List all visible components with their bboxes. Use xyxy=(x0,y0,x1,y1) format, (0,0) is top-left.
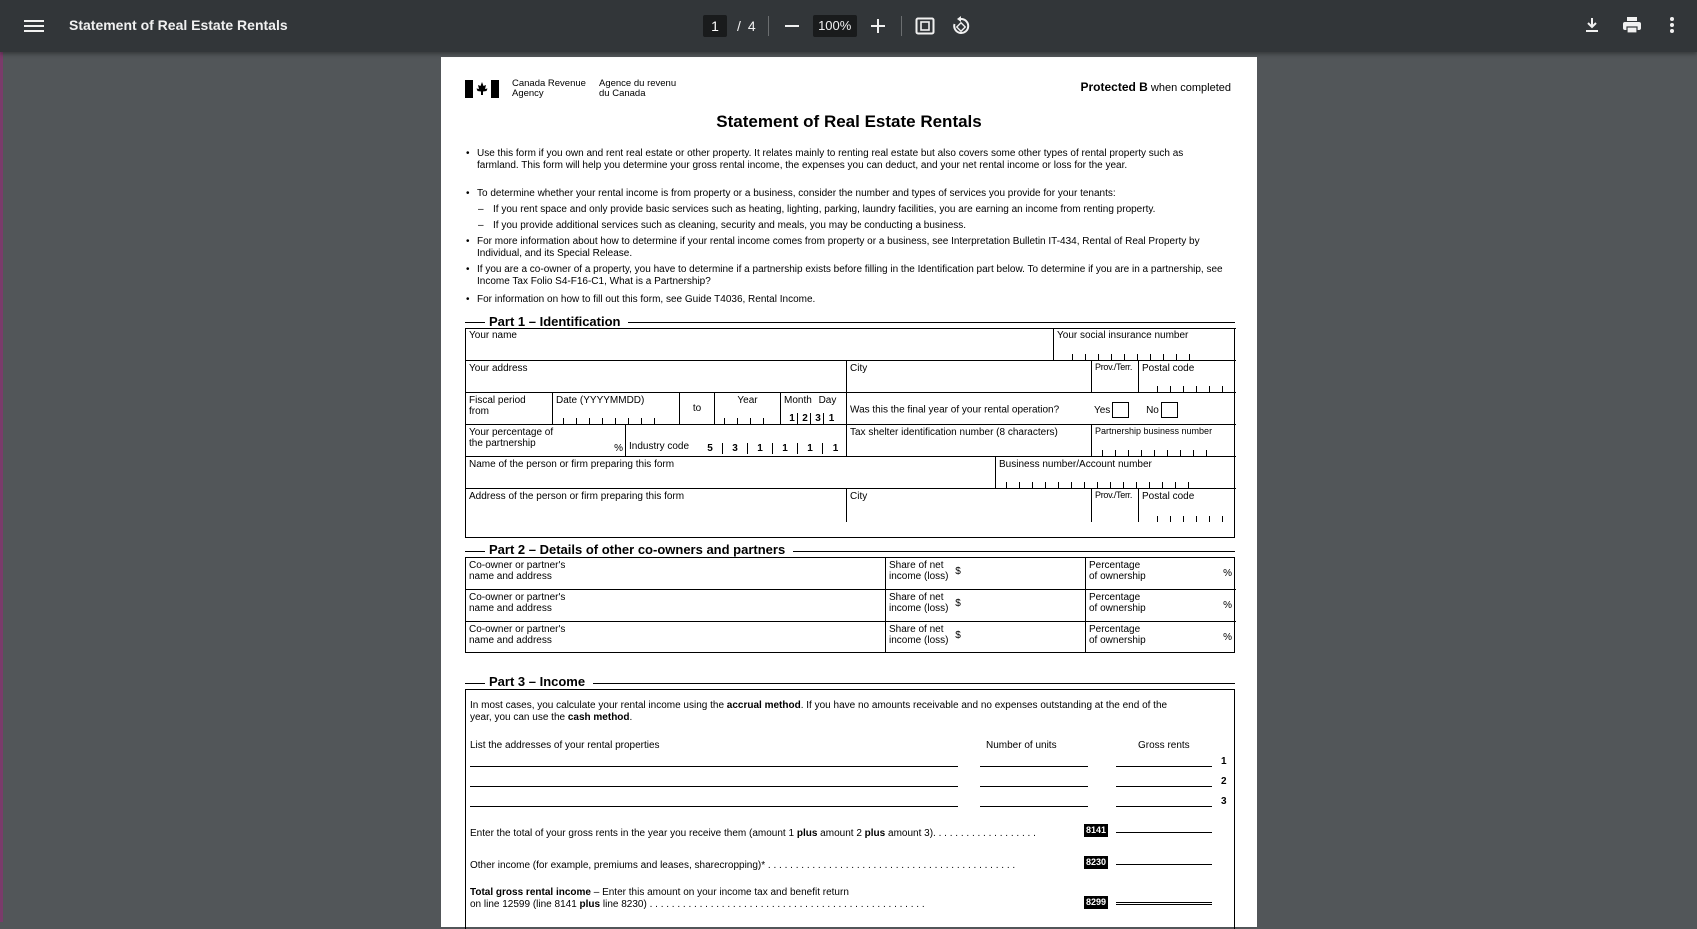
gross-rent-input[interactable] xyxy=(1116,755,1212,767)
part3-intro: In most cases, you calculate your rental income using the accrual method. If you have no amounts receivable and no expenses outstanding at the end of the year, you can use the cash method. xyxy=(470,700,1168,723)
coowner-name-field[interactable]: Co-owner or partner's name and address xyxy=(466,590,886,622)
page-zoom-controls xyxy=(703,14,972,38)
pdf-toolbar xyxy=(0,0,1697,52)
zoom-level-input[interactable]: 100% xyxy=(813,15,857,37)
coowner-percentage-field[interactable]: Percentage of ownership % xyxy=(1086,558,1236,590)
units-label: Number of units xyxy=(986,740,1057,751)
fit-page-icon[interactable] xyxy=(914,15,936,37)
window-edge xyxy=(0,52,3,922)
divider xyxy=(901,16,902,36)
industry-code-field[interactable]: Industry code 5 3 1 1 1 1 xyxy=(626,425,847,457)
tax-shelter-number-field[interactable]: Tax shelter identification number (8 characters) xyxy=(847,425,1092,457)
instruction-bullet: • Use this form if you own and rent real estate or other property. It relates mainly to renting real estate but also covers some other types of rental property such as farmland. This form will help you determine your gross rental income, the expenses you can deduct, and your net rental income or loss for the year. xyxy=(466,148,1184,171)
preparer-address-field[interactable]: Address of the person or firm preparing this form xyxy=(466,489,847,522)
pdf-page xyxy=(441,57,1257,927)
coowner-share-field[interactable]: Share of net income (loss) $ xyxy=(886,558,1086,590)
coowner-name-field[interactable]: Co-owner or partner's name and address xyxy=(466,622,886,653)
part2-title: Part 2 – Details of other co-owners and partners xyxy=(485,543,793,558)
coowner-share-field[interactable]: Share of net income (loss) $ xyxy=(886,622,1086,653)
business-number-field[interactable]: Business number/Account number xyxy=(996,457,1236,489)
your-name-field[interactable]: Your name xyxy=(466,328,1054,361)
your-address-field[interactable]: Your address xyxy=(466,361,847,393)
instruction-bullet: • For information on how to fill out this form, see Guide T4036, Rental Income. xyxy=(466,294,816,305)
zoom-in-icon[interactable] xyxy=(867,15,889,37)
instruction-sub-bullet: – If you rent space and only provide basic services such as heating, lighting, parking, laundry facilities, you are earning an income from renting property. xyxy=(478,204,1156,215)
part3-title: Part 3 – Income xyxy=(485,675,593,690)
toolbar-actions xyxy=(1581,14,1683,36)
preparer-postal-code-field[interactable]: Postal code xyxy=(1139,489,1236,522)
canada-flag-icon xyxy=(465,80,499,102)
other-income-input[interactable] xyxy=(1116,851,1212,865)
rental-addresses-label: List the addresses of your rental properties xyxy=(470,740,660,751)
province-field[interactable]: Prov./Terr. xyxy=(1092,361,1139,393)
line-number: 2 xyxy=(1221,776,1227,787)
part1-section xyxy=(465,328,1235,538)
preparer-province-field[interactable]: Prov./Terr. xyxy=(1092,489,1139,522)
partnership-percentage-field[interactable]: Your percentage of the partnership % xyxy=(466,425,626,457)
final-year-yes-checkbox[interactable] xyxy=(1112,402,1129,418)
instruction-bullet: • If you are a co-owner of a property, you have to determine if a partnership exists before filling in the Identification part below. To determine if you are in a partnership, see Income Tax Folio S4-F16-C1, What is a Partnership? xyxy=(466,264,1223,287)
page-total: 4 xyxy=(747,18,756,34)
print-icon[interactable] xyxy=(1621,14,1643,36)
document-title: Statement of Real Estate Rentals xyxy=(69,17,288,33)
rotate-icon[interactable] xyxy=(950,15,972,37)
fiscal-end-month-day: Month Day 1 2 3 1 xyxy=(781,393,847,425)
instruction-sub-bullet: – If you provide additional services such as cleaning, security and meals, you may be conducting a business. xyxy=(478,220,967,231)
preparer-city-field[interactable]: City xyxy=(847,489,1092,522)
total-gross-rental-income-input[interactable] xyxy=(1116,891,1212,905)
fiscal-start-date-field[interactable]: Date (YYYYMMDD) xyxy=(553,393,680,425)
other-income-label: Other income (for example, premiums and leases, sharecropping)* . . . . . . . . . . . . . . . . . . . . . . . . . . . . . . . . . . . . . . . . . . . . . xyxy=(470,860,1016,871)
zoom-out-icon[interactable] xyxy=(781,15,803,37)
divider xyxy=(768,16,769,36)
final-year-no-checkbox[interactable] xyxy=(1161,402,1178,418)
final-year-question: Was this the final year of your rental operation? Yes No xyxy=(847,393,1236,425)
gross-rent-input[interactable] xyxy=(1116,775,1212,787)
fiscal-period-label: Fiscal period from xyxy=(466,393,553,425)
more-options-icon[interactable] xyxy=(1661,14,1683,36)
units-input[interactable] xyxy=(980,775,1088,787)
gross-rents-label: Gross rents xyxy=(1138,740,1190,751)
total-gross-rental-income-label: Total gross rental income – Enter this amount on your income tax and benefit return on line 12599 (line 8141 plus line 8230) . . . . . . . . . . . . . . . . . . . . . . . . . . . . . . . . . . . . . . . . . . . . . . . . . . xyxy=(470,887,925,910)
fiscal-end-year-field[interactable]: Year xyxy=(715,393,781,425)
instruction-bullet: • For more information about how to determine if your rental income comes from property or a business, see Interpretation Bulletin IT-434, Rental of Real Property by Individual, and its Special Release. xyxy=(466,236,1200,259)
coowner-percentage-field[interactable]: Percentage of ownership % xyxy=(1086,590,1236,622)
rental-address-input[interactable] xyxy=(470,795,958,807)
agency-name-en: Canada Revenue Agency xyxy=(512,78,586,100)
rental-address-input[interactable] xyxy=(470,755,958,767)
preparer-name-field[interactable]: Name of the person or firm preparing this form xyxy=(466,457,996,489)
part3-section xyxy=(465,689,1235,929)
units-input[interactable] xyxy=(980,755,1088,767)
total-gross-rents-input[interactable] xyxy=(1116,819,1212,833)
rental-address-input[interactable] xyxy=(470,775,958,787)
page-separator: / xyxy=(737,18,741,34)
download-icon[interactable] xyxy=(1581,14,1603,36)
agency-name-fr: Agence du revenu du Canada xyxy=(599,78,677,100)
to-label: to xyxy=(680,393,715,425)
sin-field[interactable]: Your social insurance number xyxy=(1054,328,1236,361)
gross-rent-input[interactable] xyxy=(1116,795,1212,807)
total-gross-rents-label: Enter the total of your gross rents in the year you receive them (amount 1 plus amount 2 plus amount 3). . . . . . . . . . . . . . . . . . . xyxy=(470,828,1036,839)
part1-title: Part 1 – Identification xyxy=(485,315,628,330)
line-number: 1 xyxy=(1221,756,1227,767)
instruction-bullet: • To determine whether your rental income is from property or a business, consider the number and types of services you provide for your tenants: xyxy=(466,188,1116,199)
city-field[interactable]: City xyxy=(847,361,1092,393)
coowner-share-field[interactable]: Share of net income (loss) $ xyxy=(886,590,1086,622)
units-input[interactable] xyxy=(980,795,1088,807)
page-number-input[interactable]: 1 xyxy=(703,15,727,37)
part2-section xyxy=(465,557,1235,653)
coowner-name-field[interactable]: Co-owner or partner's name and address xyxy=(466,558,886,590)
protected-notice: Protected B when completed xyxy=(1080,80,1231,94)
postal-code-field[interactable]: Postal code xyxy=(1139,361,1236,393)
line-code-8299: 8299 xyxy=(1086,897,1107,907)
menu-icon[interactable] xyxy=(24,17,44,35)
line-number: 3 xyxy=(1221,796,1227,807)
coowner-percentage-field[interactable]: Percentage of ownership % xyxy=(1089,624,1232,646)
partnership-business-number-field[interactable]: Partnership business number xyxy=(1092,425,1236,457)
line-code-8230: 8230 xyxy=(1086,857,1107,867)
line-code-8141: 8141 xyxy=(1086,825,1107,835)
form-title: Statement of Real Estate Rentals xyxy=(716,112,982,131)
